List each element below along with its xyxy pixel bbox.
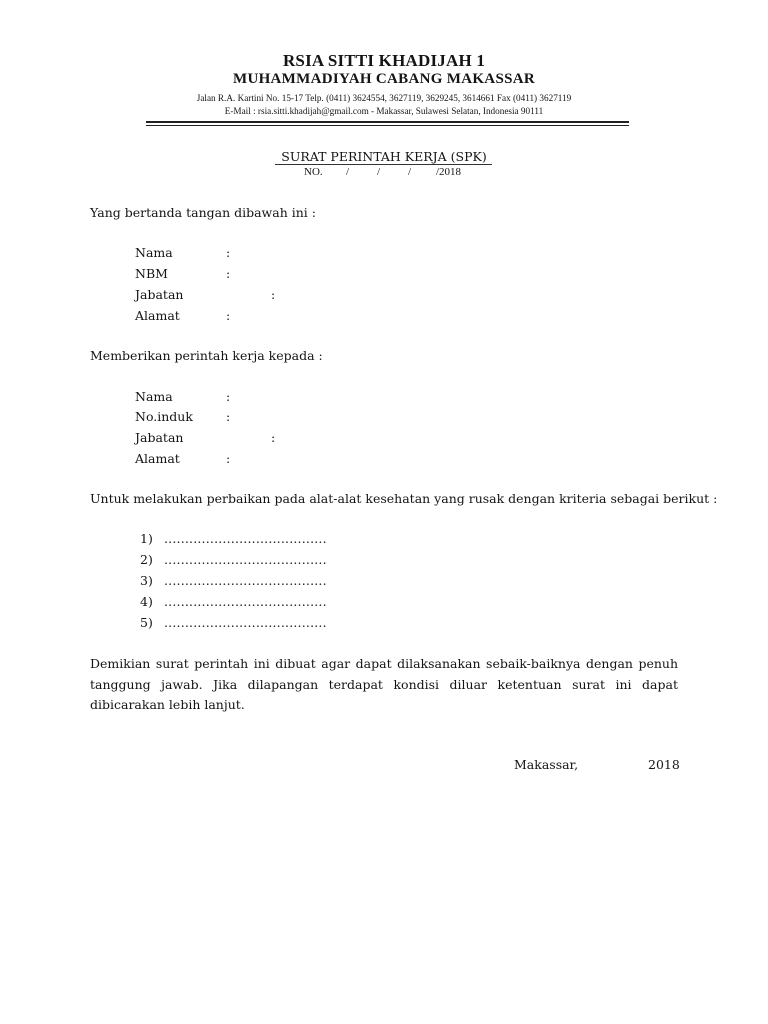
- criteria-number: 1): [140, 531, 153, 546]
- signer-position-label: Jabatan: [135, 287, 184, 302]
- criteria-blank: .......................................: [164, 573, 327, 588]
- recipient-address-colon: :: [226, 451, 231, 466]
- recipient-id-colon: :: [226, 409, 231, 424]
- letter-title: SURAT PERINTAH KERJA (SPK): [281, 149, 487, 164]
- task-intro: Untuk melakukan perbaikan pada alat-alat kesehatan yang rusak dengan kriteria sebagai berikut :: [90, 491, 718, 506]
- institution-email: E-Mail : rsia.sitti.khadijah@gmail.com - Makassar, Sulawesi Selatan, Indonesia 90111: [224, 106, 544, 116]
- signer-name-label: Nama: [135, 245, 173, 260]
- recipient-position-label: Jabatan: [135, 430, 184, 445]
- criteria-number: 4): [140, 594, 153, 609]
- recipient-name-colon: :: [226, 389, 231, 404]
- letter-number-year: /2018: [436, 166, 462, 178]
- signer-nbm-colon: :: [226, 266, 231, 281]
- recipient-intro: Memberikan perintah kerja kepada :: [90, 348, 323, 363]
- signer-position-colon: :: [271, 287, 276, 302]
- closing-paragraph: Demikian surat perintah ini dibuat agar dapat dilaksanakan sebaik-baiknya dengan penuh tanggung jawab. Jika dilapangan terdapat kondisi diluar ketentuan surat ini dapat dibicarakan lebih lanjut.: [90, 656, 678, 712]
- signer-name-colon: :: [226, 245, 231, 260]
- signer-intro: Yang bertanda tangan dibawah ini :: [90, 205, 316, 220]
- criteria-blank: .......................................: [164, 531, 327, 546]
- signer-address-label: Alamat: [135, 308, 180, 323]
- criteria-blank: .......................................: [164, 594, 327, 609]
- signer-address-colon: :: [226, 308, 231, 323]
- recipient-position-colon: :: [271, 430, 276, 445]
- criteria-blank: .......................................: [164, 615, 327, 630]
- institution-subtitle: MUHAMMADIYAH CABANG MAKASSAR: [232, 71, 535, 87]
- letter-title-underline: [275, 164, 492, 165]
- criteria-number: 3): [140, 573, 153, 588]
- criteria-number: 2): [140, 552, 153, 567]
- recipient-name-label: Nama: [135, 389, 173, 404]
- criteria-blank: .......................................: [164, 552, 327, 567]
- letter-number-slash: /: [377, 166, 381, 178]
- letter-number-label: NO.: [304, 166, 323, 178]
- letter-number-slash: /: [346, 166, 350, 178]
- institution-title: RSIA SITTI KHADIJAH 1: [282, 51, 486, 70]
- signer-nbm-label: NBM: [135, 266, 168, 281]
- criteria-number: 5): [140, 615, 153, 630]
- institution-address: Jalan R.A. Kartini No. 15-17 Telp. (0411) 3624554, 3627119, 3629245, 3614661 Fax (0411) 3627119: [196, 93, 572, 103]
- recipient-address-label: Alamat: [135, 451, 180, 466]
- letterhead-rule-thin: [146, 125, 629, 126]
- signature-city: Makassar,: [514, 757, 579, 772]
- letter-number-slash: /: [408, 166, 412, 178]
- recipient-id-label: No.induk: [135, 409, 193, 424]
- letterhead-rule-thick: [146, 121, 629, 123]
- signature-year: 2018: [648, 757, 680, 772]
